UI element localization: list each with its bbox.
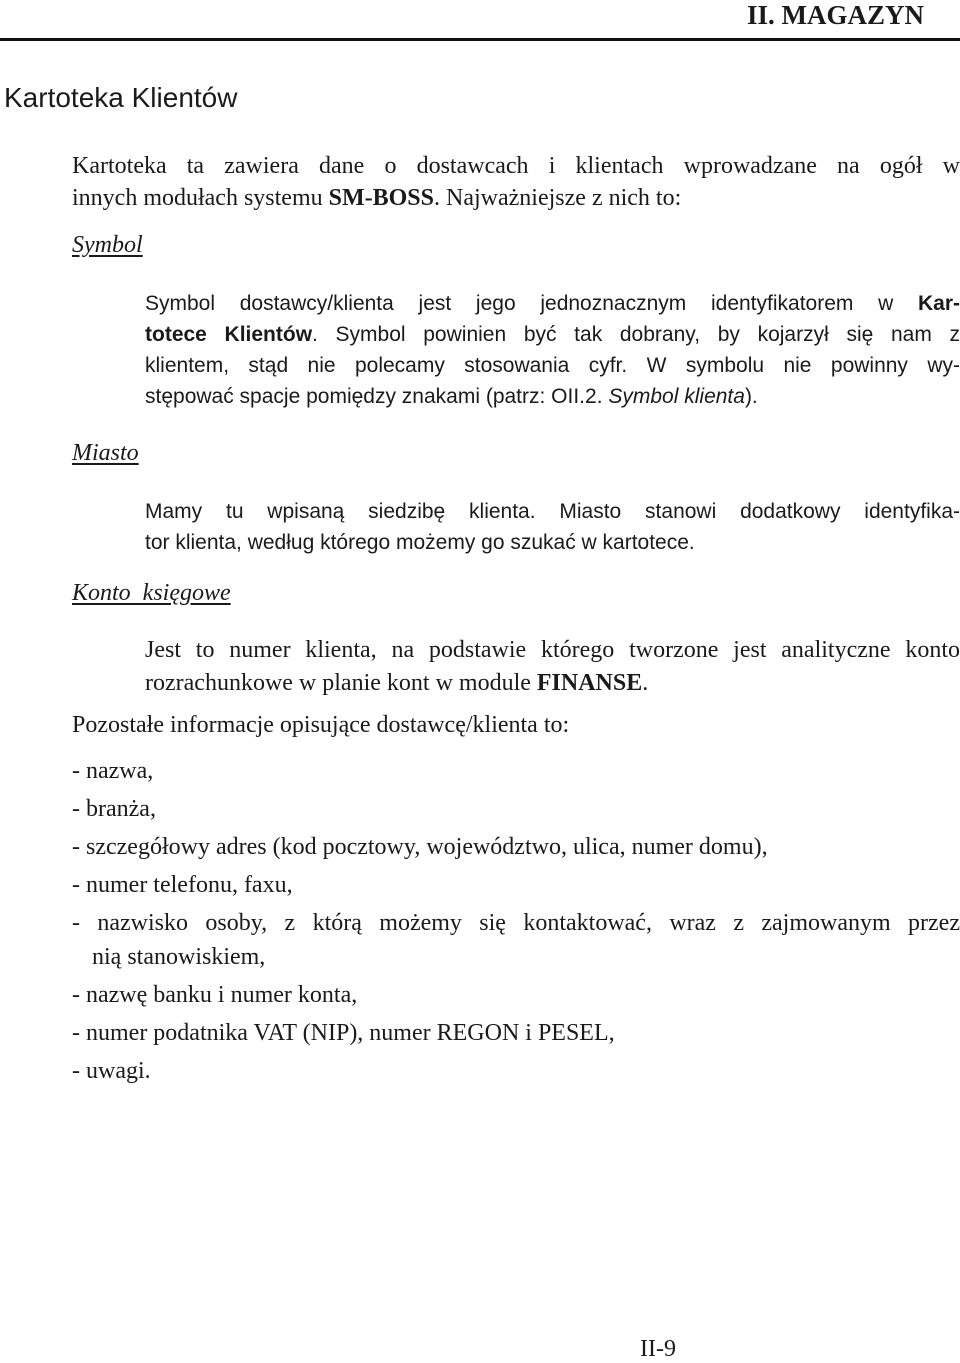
info-list	[72, 754, 960, 1092]
intro-text: innych modułach systemu	[72, 185, 329, 211]
definition-line: tor klienta, według którego możemy go szukać w kartotece.	[145, 531, 695, 554]
definition-line	[145, 381, 960, 412]
definition-line	[145, 667, 960, 700]
list-item: - nazwę banku i numer konta,	[72, 982, 358, 1008]
intro-paragraph	[72, 150, 960, 214]
module-name: FINANSE	[536, 670, 643, 696]
page-number: II-9	[640, 1336, 676, 1362]
list-item-continuation: nią stanowiskiem,	[92, 944, 266, 970]
chapter-label: II. MAGAZYN	[746, 0, 924, 30]
definition-text: rozrachunkowe w planie kont w module	[145, 670, 537, 696]
intro-line-2	[72, 182, 960, 214]
list-item	[72, 906, 960, 974]
system-name: SM-BOSS	[328, 185, 435, 211]
intro-line-1: Kartoteka ta zawiera dane o dostawcach i klientach wprowadzane na ogół w	[72, 153, 960, 179]
definition-line	[145, 319, 960, 350]
definition-text: stępować spacje pomiędzy znakami (patrz: OII.2.	[145, 385, 609, 408]
definition-line: Jest to numer klienta, na podstawie którego tworzone jest analityczne konto	[145, 637, 960, 663]
intro-text-end: . Najważniejsze z nich to:	[434, 185, 682, 211]
definition-konto-ksiegowe	[145, 634, 960, 700]
term-miasto: Miasto	[72, 440, 139, 466]
list-item: - numer telefonu, faxu,	[72, 872, 293, 898]
term-konto-ksiegowe: Konto księgowe	[72, 580, 231, 606]
term-symbol: Symbol	[72, 232, 143, 258]
definition-text: Symbol dostawcy/klienta jest jego jednoznacznym identyfikatorem w	[145, 292, 918, 315]
list-item: - nazwa,	[72, 758, 154, 784]
section-title: Kartoteka Klientów	[4, 82, 238, 113]
definition-miasto	[145, 496, 960, 558]
definition-symbol	[145, 288, 960, 412]
page-header	[0, 0, 960, 41]
other-info-intro: Pozostałe informacje opisujące dostawcę/klienta to:	[72, 712, 570, 738]
definition-italic: Symbol klienta	[608, 385, 745, 408]
list-item-text: - nazwisko osoby, z którą możemy się kontaktować, wraz z zajmowanym przez	[72, 910, 960, 936]
list-item: - uwagi.	[72, 1058, 151, 1084]
definition-line: Mamy tu wpisaną siedzibę klienta. Miasto stanowi dodatkowy identyfika-	[145, 500, 960, 523]
definition-line: klientem, stąd nie polecamy stosowania cyfr. W symbolu nie powinny wy-	[145, 354, 960, 377]
definition-text: . Symbol powinien być tak dobrany, by kojarzył się nam z	[312, 323, 960, 346]
definition-line	[145, 288, 960, 319]
list-item: - szczegółowy adres (kod pocztowy, województwo, ulica, numer domu),	[72, 834, 768, 860]
definition-text: .	[642, 670, 649, 696]
list-item: - numer podatnika VAT (NIP), numer REGON i PESEL,	[72, 1020, 615, 1046]
list-item: - branża,	[72, 796, 156, 822]
definition-text: ).	[744, 385, 758, 408]
definition-bold: Kar-	[917, 292, 960, 315]
definition-bold: totece Klientów	[145, 323, 313, 346]
